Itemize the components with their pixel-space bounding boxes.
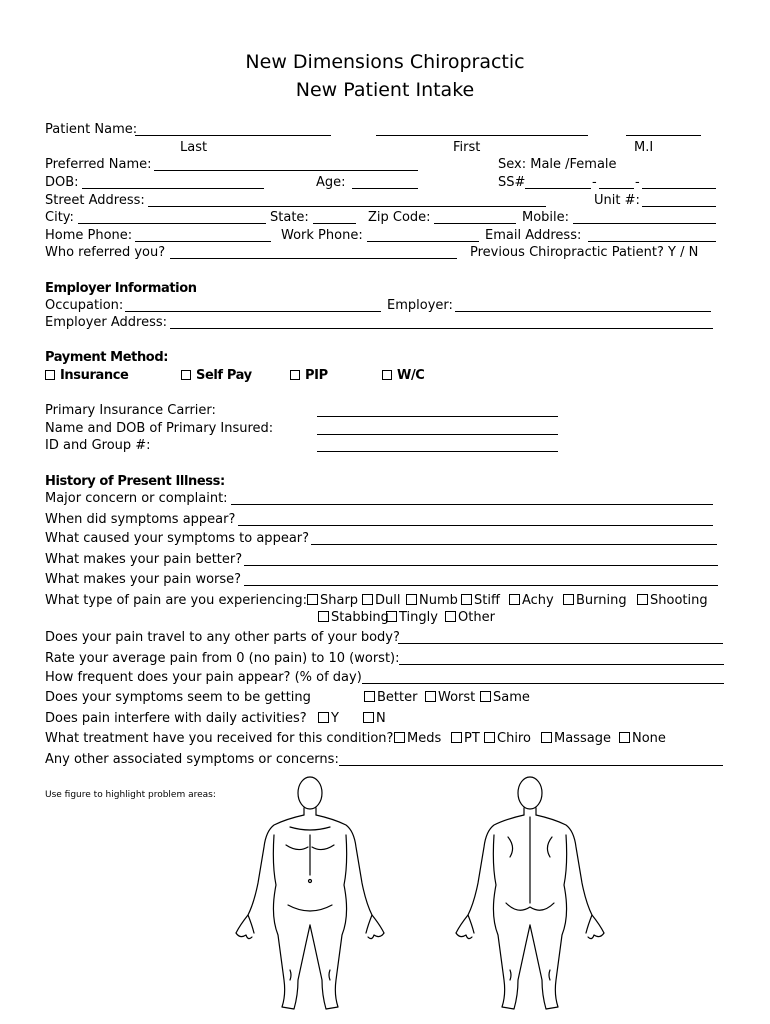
last-name-field[interactable] [135, 135, 331, 136]
getting-worst[interactable] [425, 690, 475, 705]
treatment-option-label: Meds [407, 731, 442, 746]
work-phone-field[interactable] [367, 241, 479, 242]
pain-type-other[interactable] [445, 610, 495, 625]
checkbox-icon[interactable] [541, 732, 552, 743]
pain-type-label: Other [458, 610, 495, 625]
pain-type-label: Stabbing [331, 610, 389, 625]
ssn-field-2[interactable] [599, 188, 634, 189]
frequency-field[interactable] [362, 683, 724, 684]
getting-better[interactable] [364, 690, 417, 705]
first-name-field[interactable] [376, 135, 588, 136]
travel-label: Does your pain travel to any other parts of your body? [45, 630, 400, 645]
id-group-field[interactable] [317, 451, 558, 452]
checkbox-icon[interactable] [45, 370, 55, 380]
payment-option-self-pay[interactable] [181, 368, 252, 383]
getting-option-label: Better [377, 690, 418, 705]
payment-option-label: W/C [397, 368, 425, 383]
treatment-option-label: Massage [554, 731, 611, 746]
email-field[interactable] [588, 241, 716, 242]
treatment-option-label: None [632, 731, 666, 746]
state-label: State: [270, 210, 309, 225]
ssn-dash-1: - [592, 175, 597, 190]
carrier-field[interactable] [317, 416, 558, 417]
interfere-option-label: N [376, 711, 386, 726]
when-label: When did symptoms appear? [45, 512, 236, 527]
checkbox-icon[interactable] [318, 712, 329, 723]
payment-option-insurance[interactable] [45, 368, 128, 383]
checkbox-icon[interactable] [307, 594, 318, 605]
checkbox-icon[interactable] [363, 712, 374, 723]
rate-label: Rate your average pain from 0 (no pain) to 10 (worst): [45, 651, 400, 666]
sex-label: Sex: Male /Female [498, 157, 617, 172]
pain-type-dull[interactable] [362, 593, 400, 608]
treatment-pt[interactable] [451, 731, 480, 746]
dob-field[interactable] [82, 188, 264, 189]
when-field[interactable] [238, 525, 713, 526]
checkbox-icon[interactable] [425, 691, 436, 702]
payment-option-wc[interactable] [382, 368, 424, 383]
referred-label: Who referred you? [45, 245, 166, 260]
payment-heading: Payment Method: [45, 350, 169, 365]
cause-field[interactable] [311, 544, 717, 545]
interfere-yes[interactable] [318, 711, 339, 726]
form-title: New Dimensions Chiropractic [245, 51, 525, 73]
pain-type-label: Achy [522, 593, 554, 608]
body-figure-back[interactable] [448, 775, 613, 1020]
age-label: Age: [316, 175, 346, 190]
history-heading: History of Present Illness: [45, 474, 225, 489]
insured-field[interactable] [317, 434, 558, 435]
treatment-none[interactable] [619, 731, 666, 746]
zip-field[interactable] [434, 223, 516, 224]
getting-option-label: Same [493, 690, 530, 705]
checkbox-icon[interactable] [364, 691, 375, 702]
home-phone-field[interactable] [135, 241, 271, 242]
employer-field[interactable] [455, 311, 711, 312]
preferred-name-field[interactable] [154, 170, 418, 171]
first-caption: First [453, 140, 481, 155]
checkbox-icon[interactable] [619, 732, 630, 743]
pain-type-label: Stiff [474, 593, 500, 608]
pain-type-burning[interactable] [563, 593, 627, 608]
email-label: Email Address: [485, 228, 582, 243]
ssn-field-1[interactable] [525, 188, 591, 189]
checkbox-icon[interactable] [480, 691, 491, 702]
checkbox-icon[interactable] [290, 370, 300, 380]
treatment-massage[interactable] [541, 731, 611, 746]
pain-type-sharp[interactable] [307, 593, 358, 608]
patient-name-label: Patient Name: [45, 122, 138, 137]
checkbox-icon[interactable] [445, 611, 456, 622]
employer-address-label: Employer Address: [45, 315, 168, 330]
id-group-label: ID and Group #: [45, 438, 151, 453]
street-label: Street Address: [45, 193, 145, 208]
pain-type-tingly[interactable] [386, 610, 438, 625]
checkbox-icon[interactable] [563, 594, 574, 605]
cause-label: What caused your symptoms to appear? [45, 531, 310, 546]
major-concern-label: Major concern or complaint: [45, 491, 228, 506]
rate-field[interactable] [399, 664, 724, 665]
interfere-option-label: Y [331, 711, 339, 726]
body-figure-front[interactable] [228, 775, 393, 1020]
getting-label: Does your symptoms seem to be getting [45, 690, 311, 705]
treatment-chiro[interactable] [484, 731, 531, 746]
pain-type-shooting[interactable] [637, 593, 708, 608]
checkbox-icon[interactable] [461, 594, 472, 605]
pain-type-label: What type of pain are you experiencing: [45, 593, 308, 608]
pain-type-numb[interactable] [406, 593, 458, 608]
pain-type-stabbing[interactable] [318, 610, 389, 625]
payment-option-pip[interactable] [290, 368, 328, 383]
checkbox-icon[interactable] [451, 732, 462, 743]
better-label: What makes your pain better? [45, 552, 243, 567]
street-field[interactable] [148, 206, 546, 207]
checkbox-icon[interactable] [386, 611, 397, 622]
treatment-label: What treatment have you received for this condition? [45, 731, 394, 746]
employer-heading: Employer Information [45, 281, 197, 296]
dob-label: DOB: [45, 175, 79, 190]
pain-type-label: Shooting [650, 593, 708, 608]
getting-option-label: Worst [438, 690, 476, 705]
other-symptoms-label: Any other associated symptoms or concerns: [45, 752, 339, 767]
worse-field[interactable] [244, 585, 718, 586]
occupation-label: Occupation: [45, 298, 124, 313]
ssn-dash-2: - [635, 175, 640, 190]
travel-field[interactable] [398, 643, 723, 644]
employer-label: Employer: [387, 298, 453, 313]
checkbox-icon[interactable] [406, 594, 417, 605]
city-label: City: [45, 210, 74, 225]
treatment-option-label: Chiro [497, 731, 531, 746]
pain-type-label: Numb [419, 593, 458, 608]
pain-type-label: Tingly [399, 610, 438, 625]
mobile-field[interactable] [573, 223, 716, 224]
treatment-option-label: PT [464, 731, 480, 746]
better-field[interactable] [244, 565, 718, 566]
unit-field[interactable] [642, 206, 716, 207]
frequency-label: How frequent does your pain appear? (% of day) [45, 670, 362, 685]
checkbox-icon[interactable] [509, 594, 520, 605]
interfere-label: Does pain interfere with daily activities? [45, 711, 307, 726]
pain-type-label: Burning [576, 593, 627, 608]
state-field[interactable] [313, 223, 356, 224]
payment-option-label: Self Pay [196, 368, 252, 383]
ssn-label: SS# [498, 175, 526, 190]
unit-label: Unit #: [594, 193, 640, 208]
referred-field[interactable] [170, 258, 457, 259]
carrier-label: Primary Insurance Carrier: [45, 403, 216, 418]
worse-label: What makes your pain worse? [45, 572, 242, 587]
treatment-meds[interactable] [394, 731, 441, 746]
ssn-field-3[interactable] [642, 188, 716, 189]
major-concern-field[interactable] [231, 504, 713, 505]
city-field[interactable] [78, 223, 266, 224]
other-symptoms-field[interactable] [339, 765, 723, 766]
middle-initial-field[interactable] [626, 135, 701, 136]
checkbox-icon[interactable] [362, 594, 373, 605]
checkbox-icon[interactable] [382, 370, 392, 380]
employer-address-field[interactable] [170, 328, 713, 329]
payment-option-label: Insurance [60, 368, 129, 383]
home-phone-label: Home Phone: [45, 228, 133, 243]
preferred-name-label: Preferred Name: [45, 157, 152, 172]
mi-caption: M.I [634, 140, 654, 155]
payment-option-label: PIP [305, 368, 328, 383]
age-field[interactable] [352, 188, 418, 189]
zip-label: Zip Code: [368, 210, 431, 225]
checkbox-icon[interactable] [484, 732, 495, 743]
form-subtitle: New Patient Intake [295, 79, 475, 101]
checkbox-icon[interactable] [318, 611, 329, 622]
mobile-label: Mobile: [522, 210, 570, 225]
occupation-field[interactable] [125, 311, 381, 312]
checkbox-icon[interactable] [181, 370, 191, 380]
pain-type-achy[interactable] [509, 593, 554, 608]
insured-label: Name and DOB of Primary Insured: [45, 421, 274, 436]
work-phone-label: Work Phone: [281, 228, 363, 243]
previous-patient-label: Previous Chiropractic Patient? Y / N [470, 245, 699, 260]
last-caption: Last [180, 140, 208, 155]
getting-same[interactable] [480, 690, 530, 705]
interfere-no[interactable] [363, 711, 386, 726]
checkbox-icon[interactable] [637, 594, 648, 605]
pain-type-label: Sharp [320, 593, 359, 608]
figure-caption: Use figure to highlight problem areas: [45, 790, 216, 800]
pain-type-stiff[interactable] [461, 593, 500, 608]
checkbox-icon[interactable] [394, 732, 405, 743]
pain-type-label: Dull [375, 593, 401, 608]
